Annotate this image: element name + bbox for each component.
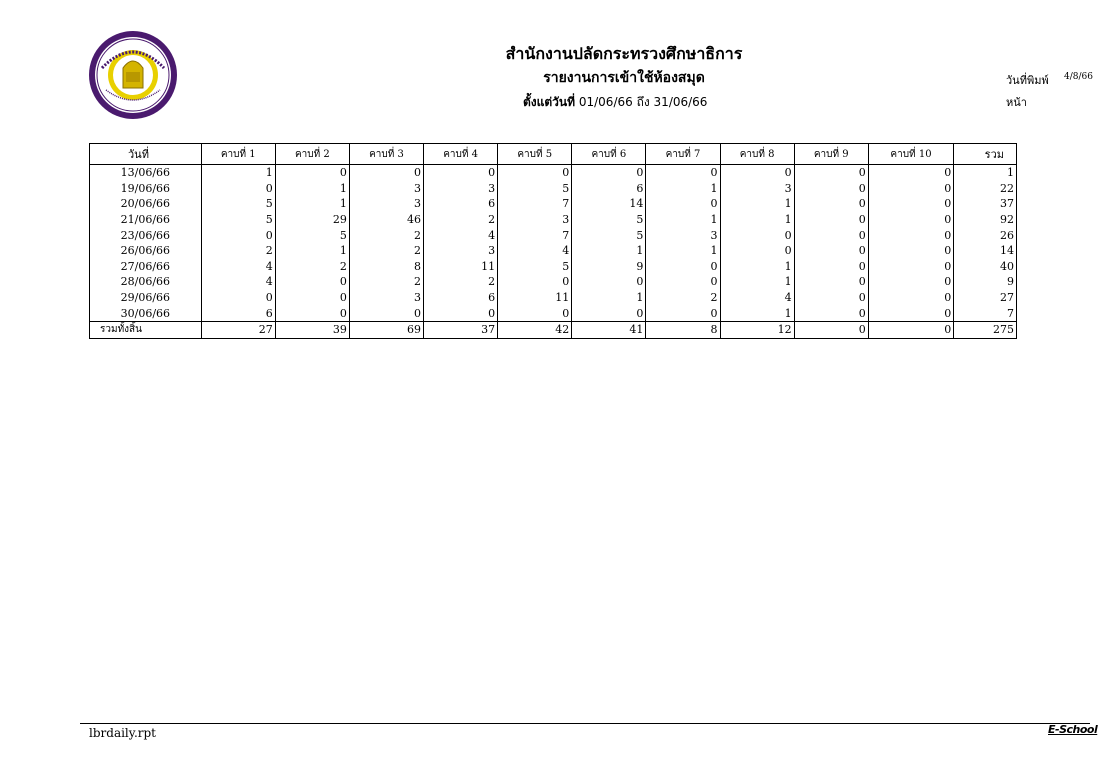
period-count-cell: 0 — [794, 290, 868, 306]
period-count-cell: 0 — [794, 196, 868, 212]
period-count-cell: 6 — [572, 181, 646, 197]
period-count-cell: 0 — [572, 274, 646, 290]
period-count-cell: 0 — [794, 305, 868, 321]
page-label: หน้า — [1006, 96, 1027, 109]
row-date: 30/06/66 — [90, 305, 202, 321]
period-count-cell: 2 — [646, 290, 720, 306]
row-total-cell: 1 — [954, 165, 1017, 181]
period-count-cell: 4 — [424, 227, 498, 243]
footer-divider — [80, 723, 1090, 724]
print-date: 4/8/66 — [1064, 72, 1093, 82]
row-date: 28/06/66 — [90, 274, 202, 290]
period-count-cell: 0 — [498, 274, 572, 290]
grand-total-row — [90, 321, 1017, 338]
row-total-cell: 14 — [954, 243, 1017, 259]
grand-total-cell: 41 — [572, 321, 646, 338]
grand-total-cell: 37 — [424, 321, 498, 338]
grand-total-cell: 0 — [868, 321, 953, 338]
table-row — [90, 165, 1017, 181]
period-count-cell: 5 — [275, 227, 349, 243]
period-count-cell: 0 — [868, 259, 953, 275]
period-header: คาบที่ 7 — [646, 144, 720, 165]
period-count-cell: 3 — [349, 290, 423, 306]
period-count-cell: 1 — [201, 165, 275, 181]
date-column-header: วันที่ — [90, 144, 202, 165]
table-row — [90, 290, 1017, 306]
period-count-cell: 0 — [201, 290, 275, 306]
period-count-cell: 0 — [720, 227, 794, 243]
period-count-cell: 4 — [201, 259, 275, 275]
row-date: 26/06/66 — [90, 243, 202, 259]
row-date: 23/06/66 — [90, 227, 202, 243]
grand-total-cell: 12 — [720, 321, 794, 338]
period-count-cell: 1 — [275, 243, 349, 259]
period-count-cell: 0 — [572, 165, 646, 181]
header-row — [90, 144, 1017, 165]
period-count-cell: 46 — [349, 212, 423, 228]
library-usage-table — [89, 143, 1017, 339]
period-count-cell: 1 — [572, 290, 646, 306]
period-count-cell: 5 — [201, 196, 275, 212]
period-count-cell: 0 — [868, 243, 953, 259]
period-count-cell: 14 — [572, 196, 646, 212]
row-date: 27/06/66 — [90, 259, 202, 275]
period-count-cell: 0 — [424, 165, 498, 181]
period-count-cell: 0 — [275, 165, 349, 181]
period-header: คาบที่ 2 — [275, 144, 349, 165]
period-header: คาบที่ 9 — [794, 144, 868, 165]
period-count-cell: 0 — [646, 274, 720, 290]
row-date: 21/06/66 — [90, 212, 202, 228]
period-count-cell: 1 — [275, 181, 349, 197]
period-count-cell: 2 — [349, 274, 423, 290]
period-count-cell: 0 — [794, 243, 868, 259]
period-count-cell: 2 — [424, 212, 498, 228]
period-count-cell: 1 — [646, 243, 720, 259]
row-date: 20/06/66 — [90, 196, 202, 212]
period-header: คาบที่ 4 — [424, 144, 498, 165]
period-count-cell: 0 — [201, 181, 275, 197]
period-count-cell: 1 — [720, 274, 794, 290]
period-count-cell: 0 — [720, 165, 794, 181]
report-file-name: lbrdaily.rpt — [89, 726, 157, 740]
row-total-cell: 22 — [954, 181, 1017, 197]
period-count-cell: 0 — [646, 259, 720, 275]
period-count-cell: 0 — [498, 305, 572, 321]
period-count-cell: 1 — [646, 212, 720, 228]
period-count-cell: 0 — [868, 212, 953, 228]
period-count-cell: 1 — [646, 181, 720, 197]
table-row — [90, 305, 1017, 321]
period-count-cell: 1 — [720, 196, 794, 212]
period-count-cell: 0 — [424, 305, 498, 321]
grand-total-cell: 39 — [275, 321, 349, 338]
period-count-cell: 0 — [868, 290, 953, 306]
period-header: คาบที่ 6 — [572, 144, 646, 165]
table-row — [90, 259, 1017, 275]
period-count-cell: 1 — [572, 243, 646, 259]
period-count-cell: 7 — [498, 196, 572, 212]
report-title: รายงานการเข้าใช้ห้องสมุด — [543, 70, 705, 86]
row-date: 13/06/66 — [90, 165, 202, 181]
table-row — [90, 181, 1017, 197]
period-count-cell: 0 — [868, 181, 953, 197]
period-count-cell: 0 — [794, 259, 868, 275]
period-count-cell: 5 — [201, 212, 275, 228]
table-row — [90, 227, 1017, 243]
period-count-cell: 0 — [646, 196, 720, 212]
period-count-cell: 9 — [572, 259, 646, 275]
organization-title: สำนักงานปลัดกระทรวงศึกษาธิการ — [505, 44, 743, 63]
period-count-cell: 1 — [720, 259, 794, 275]
period-count-cell: 0 — [349, 305, 423, 321]
date-range-prefix: ตั้งแต่วันที่ — [523, 95, 576, 109]
grand-total-cell: 42 — [498, 321, 572, 338]
grand-total-sum: 275 — [954, 321, 1017, 338]
period-count-cell: 0 — [275, 274, 349, 290]
period-count-cell: 0 — [646, 305, 720, 321]
period-count-cell: 3 — [349, 196, 423, 212]
row-total-cell: 9 — [954, 274, 1017, 290]
period-header: คาบที่ 8 — [720, 144, 794, 165]
period-count-cell: 0 — [868, 274, 953, 290]
period-count-cell: 0 — [794, 227, 868, 243]
period-count-cell: 0 — [794, 212, 868, 228]
total-column-header: รวม — [954, 144, 1017, 165]
grand-total-label: รวมทั้งสิ้น — [90, 321, 202, 338]
period-count-cell: 5 — [498, 181, 572, 197]
grand-total-cell: 27 — [201, 321, 275, 338]
period-count-cell: 3 — [720, 181, 794, 197]
row-total-cell: 92 — [954, 212, 1017, 228]
period-count-cell: 3 — [349, 181, 423, 197]
period-count-cell: 0 — [794, 274, 868, 290]
period-count-cell: 11 — [424, 259, 498, 275]
grand-total-cell: 69 — [349, 321, 423, 338]
period-count-cell: 7 — [498, 227, 572, 243]
table-row — [90, 196, 1017, 212]
period-count-cell: 6 — [424, 290, 498, 306]
grand-total-cell: 0 — [794, 321, 868, 338]
period-count-cell: 3 — [498, 212, 572, 228]
period-count-cell: 2 — [349, 243, 423, 259]
period-count-cell: 0 — [275, 305, 349, 321]
row-total-cell: 40 — [954, 259, 1017, 275]
period-count-cell: 0 — [868, 165, 953, 181]
period-header: คาบที่ 3 — [349, 144, 423, 165]
period-count-cell: 8 — [349, 259, 423, 275]
period-count-cell: 0 — [868, 196, 953, 212]
row-total-cell: 37 — [954, 196, 1017, 212]
row-total-cell: 27 — [954, 290, 1017, 306]
period-count-cell: 4 — [201, 274, 275, 290]
period-count-cell: 2 — [275, 259, 349, 275]
period-count-cell: 11 — [498, 290, 572, 306]
period-count-cell: 0 — [794, 165, 868, 181]
period-count-cell: 0 — [868, 227, 953, 243]
period-count-cell: 5 — [572, 212, 646, 228]
period-count-cell: 5 — [498, 259, 572, 275]
period-count-cell: 1 — [720, 212, 794, 228]
date-to-word: ถึง — [636, 95, 650, 109]
grand-total-cell: 8 — [646, 321, 720, 338]
period-count-cell: 2 — [349, 227, 423, 243]
period-count-cell: 6 — [201, 305, 275, 321]
date-range — [523, 93, 707, 112]
period-count-cell: 3 — [646, 227, 720, 243]
row-date: 19/06/66 — [90, 181, 202, 197]
period-count-cell: 2 — [424, 274, 498, 290]
period-count-cell: 0 — [868, 305, 953, 321]
period-count-cell: 3 — [424, 181, 498, 197]
date-to: 31/06/66 — [653, 95, 708, 109]
period-count-cell: 0 — [720, 243, 794, 259]
period-header: คาบที่ 5 — [498, 144, 572, 165]
period-count-cell: 29 — [275, 212, 349, 228]
period-count-cell: 6 — [424, 196, 498, 212]
period-header: คาบที่ 1 — [201, 144, 275, 165]
table-row — [90, 243, 1017, 259]
eschool-brand-logo: E-School — [1048, 723, 1098, 736]
period-count-cell: 0 — [572, 305, 646, 321]
period-count-cell: 1 — [720, 305, 794, 321]
print-date-label: วันที่พิมพ์ — [1006, 74, 1049, 87]
row-total-cell: 26 — [954, 227, 1017, 243]
period-count-cell: 3 — [424, 243, 498, 259]
period-count-cell: 5 — [572, 227, 646, 243]
table-row — [90, 274, 1017, 290]
row-date: 29/06/66 — [90, 290, 202, 306]
period-count-cell: 0 — [498, 165, 572, 181]
period-count-cell: 0 — [275, 290, 349, 306]
period-header: คาบที่ 10 — [868, 144, 953, 165]
date-from: 01/06/66 — [578, 95, 633, 109]
period-count-cell: 1 — [275, 196, 349, 212]
period-count-cell: 0 — [349, 165, 423, 181]
period-count-cell: 4 — [720, 290, 794, 306]
period-count-cell: 0 — [201, 227, 275, 243]
period-count-cell: 2 — [201, 243, 275, 259]
table-row — [90, 212, 1017, 228]
period-count-cell: 0 — [794, 181, 868, 197]
row-total-cell: 7 — [954, 305, 1017, 321]
period-count-cell: 4 — [498, 243, 572, 259]
period-count-cell: 0 — [646, 165, 720, 181]
